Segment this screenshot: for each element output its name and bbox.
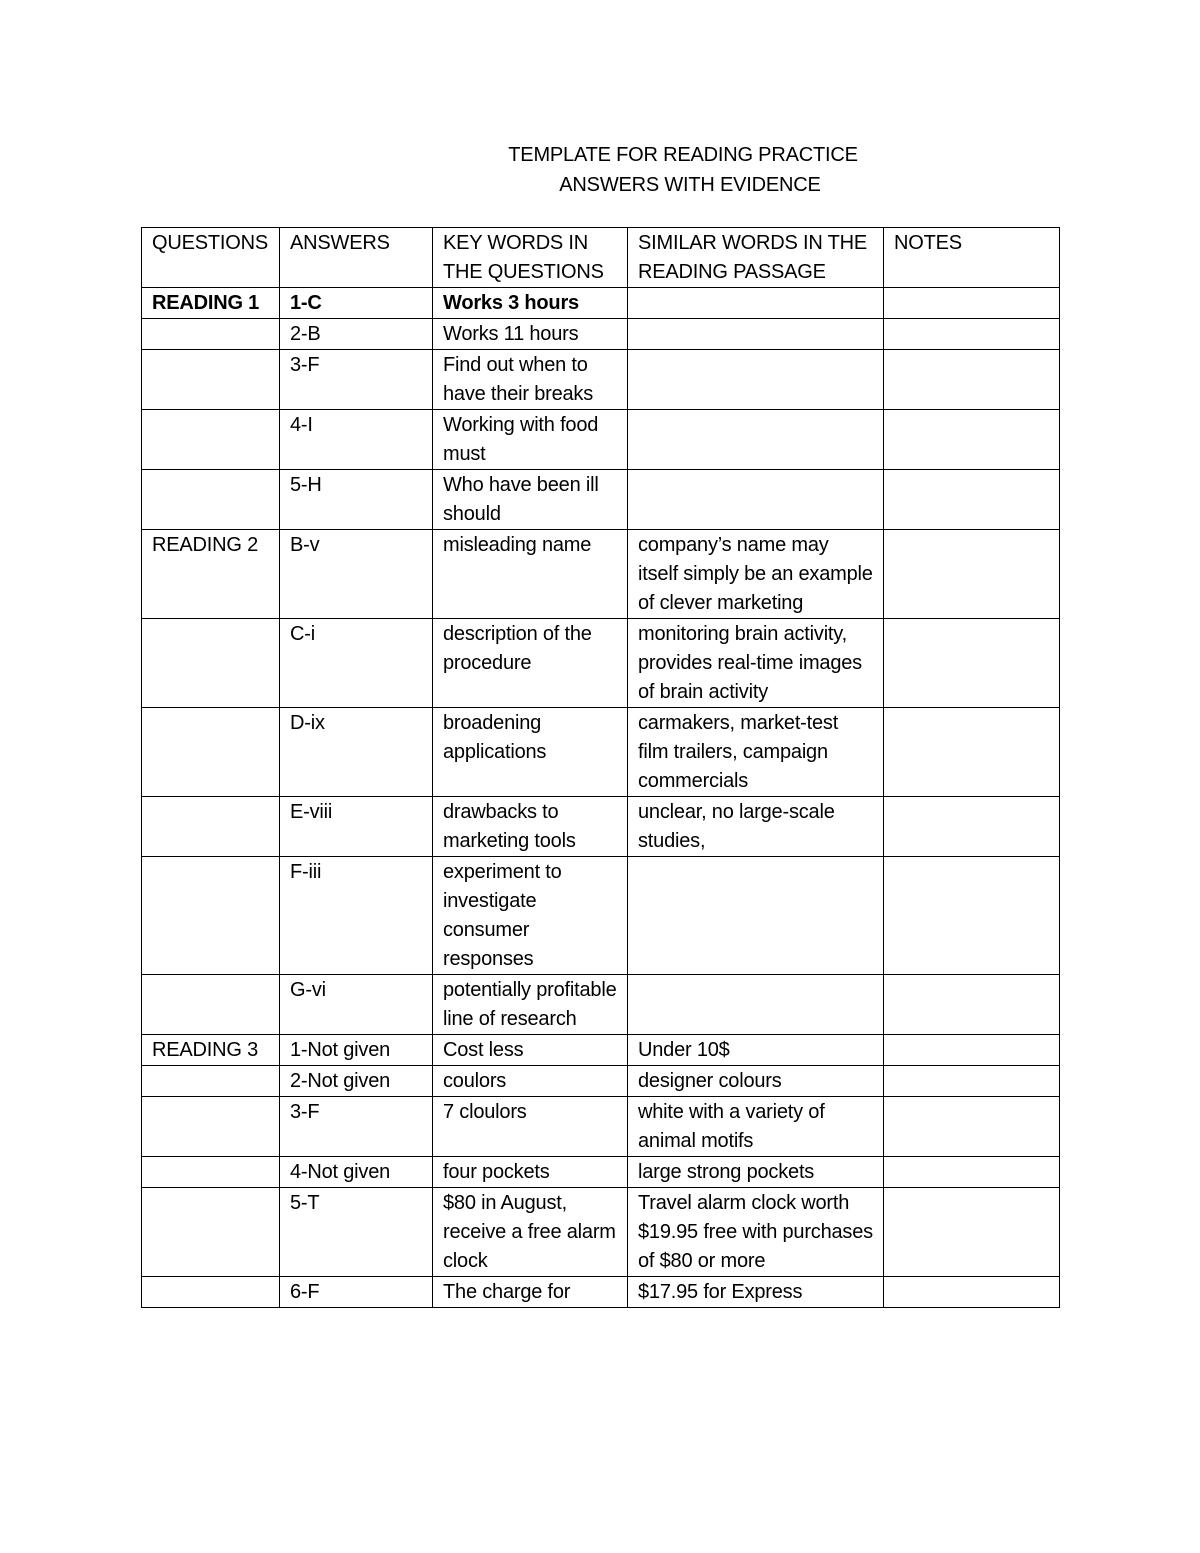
- similar-words-cell: unclear, no large-scale studies,: [628, 797, 884, 857]
- table-row: [142, 797, 1060, 857]
- notes-cell: [884, 530, 1060, 619]
- section-cell: READING 3: [142, 1035, 280, 1066]
- notes-cell: [884, 350, 1060, 410]
- answer-cell: 5-T: [280, 1188, 433, 1277]
- header-answers: ANSWERS: [280, 228, 433, 288]
- table-row: [142, 1097, 1060, 1157]
- key-words-cell: Works 3 hours: [433, 288, 628, 319]
- section-cell: [142, 1277, 280, 1308]
- section-cell: [142, 1157, 280, 1188]
- answer-cell: 6-F: [280, 1277, 433, 1308]
- similar-words-cell: Travel alarm clock worth $19.95 free with purchases of $80 or more: [628, 1188, 884, 1277]
- notes-cell: [884, 1188, 1060, 1277]
- answer-cell: 3-F: [280, 1097, 433, 1157]
- key-words-cell: Find out when to have their breaks: [433, 350, 628, 410]
- notes-cell: [884, 1066, 1060, 1097]
- section-cell: [142, 1097, 280, 1157]
- similar-words-cell: [628, 470, 884, 530]
- key-words-cell: drawbacks to marketing tools: [433, 797, 628, 857]
- section-cell: [142, 319, 280, 350]
- table-row: [142, 1157, 1060, 1188]
- notes-cell: [884, 619, 1060, 708]
- answer-cell: C-i: [280, 619, 433, 708]
- key-words-cell: four pockets: [433, 1157, 628, 1188]
- notes-cell: [884, 975, 1060, 1035]
- section-cell: READING 2: [142, 530, 280, 619]
- key-words-cell: broadening applications: [433, 708, 628, 797]
- header-similar-words: SIMILAR WORDS IN THE READING PASSAGE: [628, 228, 884, 288]
- similar-words-cell: [628, 319, 884, 350]
- table-row: [142, 319, 1060, 350]
- table-row: [142, 975, 1060, 1035]
- key-words-cell: Cost less: [433, 1035, 628, 1066]
- similar-words-cell: [628, 975, 884, 1035]
- key-words-cell: Works 11 hours: [433, 319, 628, 350]
- section-cell: [142, 975, 280, 1035]
- notes-cell: [884, 708, 1060, 797]
- notes-cell: [884, 1035, 1060, 1066]
- table-row: [142, 470, 1060, 530]
- answers-table: [141, 227, 1060, 1308]
- table-row: [142, 1035, 1060, 1066]
- key-words-cell: $80 in August, receive a free alarm clock: [433, 1188, 628, 1277]
- document-title: [0, 140, 1200, 200]
- table-row: [142, 857, 1060, 975]
- similar-words-cell: $17.95 for Express: [628, 1277, 884, 1308]
- similar-words-cell: [628, 410, 884, 470]
- answer-cell: 5-H: [280, 470, 433, 530]
- similar-words-cell: designer colours: [628, 1066, 884, 1097]
- section-cell: READING 1: [142, 288, 280, 319]
- key-words-cell: coulors: [433, 1066, 628, 1097]
- table-row: [142, 1066, 1060, 1097]
- key-words-cell: potentially profitable line of research: [433, 975, 628, 1035]
- answer-cell: 4-Not given: [280, 1157, 433, 1188]
- answer-cell: D-ix: [280, 708, 433, 797]
- table-header-row: [142, 228, 1060, 288]
- notes-cell: [884, 410, 1060, 470]
- key-words-cell: experiment to investigate consumer responses: [433, 857, 628, 975]
- similar-words-cell: carmakers, market-test film trailers, campaign commercials: [628, 708, 884, 797]
- table-row: [142, 530, 1060, 619]
- answer-cell: 2-Not given: [280, 1066, 433, 1097]
- section-cell: [142, 470, 280, 530]
- section-cell: [142, 350, 280, 410]
- title-line-2: ANSWERS WITH EVIDENCE: [559, 174, 821, 196]
- similar-words-cell: company’s name may itself simply be an example of clever marketing: [628, 530, 884, 619]
- similar-words-cell: [628, 350, 884, 410]
- answer-cell: F-iii: [280, 857, 433, 975]
- notes-cell: [884, 797, 1060, 857]
- section-cell: [142, 410, 280, 470]
- answer-cell: 3-F: [280, 350, 433, 410]
- notes-cell: [884, 1277, 1060, 1308]
- section-cell: [142, 1066, 280, 1097]
- similar-words-cell: Under 10$: [628, 1035, 884, 1066]
- table-row: [142, 619, 1060, 708]
- table-row: [142, 288, 1060, 319]
- key-words-cell: 7 cloulors: [433, 1097, 628, 1157]
- similar-words-cell: monitoring brain activity, provides real-time images of brain activity: [628, 619, 884, 708]
- table-row: [142, 410, 1060, 470]
- answer-cell: 2-B: [280, 319, 433, 350]
- section-cell: [142, 1188, 280, 1277]
- section-cell: [142, 857, 280, 975]
- answer-cell: B-v: [280, 530, 433, 619]
- header-key-words: KEY WORDS IN THE QUESTIONS: [433, 228, 628, 288]
- answer-cell: 1-C: [280, 288, 433, 319]
- answer-cell: G-vi: [280, 975, 433, 1035]
- section-cell: [142, 708, 280, 797]
- key-words-cell: Who have been ill should: [433, 470, 628, 530]
- table-row: [142, 1188, 1060, 1277]
- section-cell: [142, 619, 280, 708]
- notes-cell: [884, 470, 1060, 530]
- table-row: [142, 708, 1060, 797]
- similar-words-cell: white with a variety of animal motifs: [628, 1097, 884, 1157]
- title-line-1: TEMPLATE FOR READING PRACTICE: [508, 144, 858, 166]
- answer-cell: 1-Not given: [280, 1035, 433, 1066]
- notes-cell: [884, 288, 1060, 319]
- key-words-cell: description of the procedure: [433, 619, 628, 708]
- header-notes: NOTES: [884, 228, 1060, 288]
- notes-cell: [884, 1157, 1060, 1188]
- similar-words-cell: [628, 288, 884, 319]
- table-row: [142, 350, 1060, 410]
- header-questions: QUESTIONS: [142, 228, 280, 288]
- notes-cell: [884, 857, 1060, 975]
- answer-cell: 4-I: [280, 410, 433, 470]
- similar-words-cell: [628, 857, 884, 975]
- similar-words-cell: large strong pockets: [628, 1157, 884, 1188]
- section-cell: [142, 797, 280, 857]
- key-words-cell: misleading name: [433, 530, 628, 619]
- key-words-cell: Working with food must: [433, 410, 628, 470]
- table-row: [142, 1277, 1060, 1308]
- answer-cell: E-viii: [280, 797, 433, 857]
- notes-cell: [884, 1097, 1060, 1157]
- notes-cell: [884, 319, 1060, 350]
- key-words-cell: The charge for: [433, 1277, 628, 1308]
